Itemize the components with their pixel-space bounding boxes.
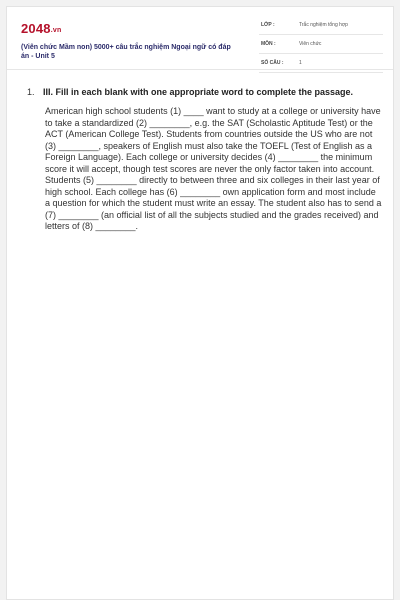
meta-value: Viên chức xyxy=(299,41,322,47)
meta-value: Trắc nghiệm tổng hợp xyxy=(299,22,348,28)
meta-label: LỚP : xyxy=(261,22,275,28)
document-page xyxy=(6,6,394,600)
meta-row-subject xyxy=(259,38,383,54)
logo-suffix: .vn xyxy=(50,27,62,34)
question-passage: American high school students (1) ____ want to study at a college or university have to take a standardized (2) ________, e.g. the SAT (Scholastic Aptitude Test) or the ACT (American College Test). Students from countries outside the US who are not (3) ________, speakers of English must also take the TOEFL (Test of English as a Foreign Language). Each college or university decides (4) ________ the minimum score it will accept, though test scores are never the only factor taken into account. Students (5) ________ directly to between three and six colleges in their last year of high school. Each college has (6) ________ own application form and most include a question for which the student must write an essay. The student also has to send a (7) ________ (an official list of all the subjects studied and the grades received) and letters of (8) ________. xyxy=(45,106,382,231)
question-number: 1. xyxy=(27,87,35,97)
logo-text: 2048 xyxy=(21,21,51,36)
page-header xyxy=(21,17,383,69)
header-divider xyxy=(7,69,393,70)
meta-value: 1 xyxy=(299,60,302,66)
meta-row-question-count xyxy=(259,57,383,73)
meta-row-class xyxy=(259,19,383,35)
meta-label: SỐ CÂU : xyxy=(261,60,284,66)
document-title: (Viên chức Mầm non) 5000+ câu trắc nghiệm Ngoại ngữ có đáp án - Unit 5 xyxy=(21,44,231,60)
site-logo[interactable] xyxy=(21,21,61,36)
question-title: III. Fill in each blank with one appropriate word to complete the passage. xyxy=(43,87,354,97)
meta-label: MÔN : xyxy=(261,41,276,47)
meta-info xyxy=(259,19,383,76)
